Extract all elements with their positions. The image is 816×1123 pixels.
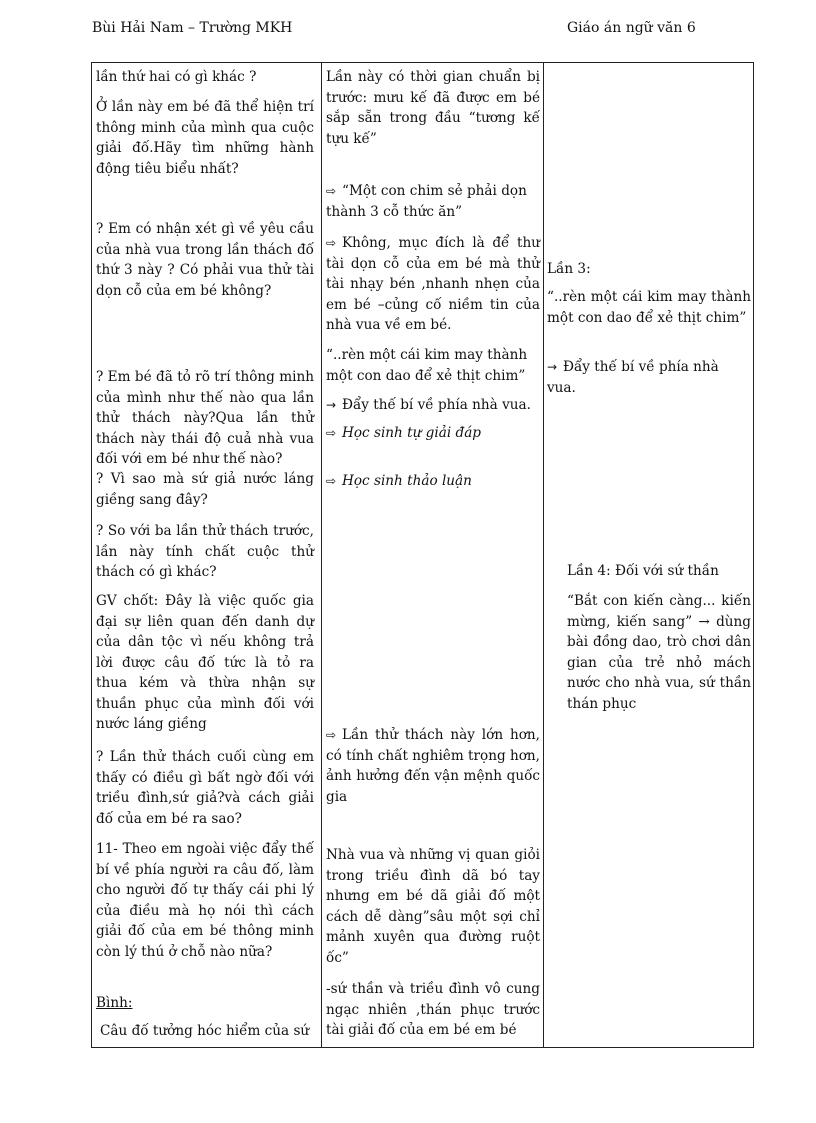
answer-nha-vua: Nhà vua và những vị quan giỏi trong triều đình dã bó tay nhưng em bé dã giải đố một cách dễ dàng”sâu một sợi chỉ mảnh xuyên qua đường ruột ốc” [326, 847, 540, 966]
answer-tu-giai: ⇨ Học sinh tự giải đáp [326, 423, 481, 444]
question-lan-hai: lần thứ hai có gì khác ? [96, 69, 257, 85]
question-yeu-cau: ? Em có nhận xét gì về yêu cầu của nhà vua trong lần thách đố thứ 3 này ? Có phải vua thử tài dọn cỗ của em bé không? [96, 221, 314, 299]
lan3-quote: “..rèn một cái kim may thành một con dao để xẻ thịt chim” [547, 289, 751, 326]
lan3-label: Lần 3: [547, 261, 591, 277]
lan4-text: “Bắt con kiến càng... kiến mừng, kiến sang” → dùng bài đồng dao, trò chơi dân gian của trẻ nhỏ mách nước cho nhà vua, sứ thần thán phục [567, 593, 751, 712]
answer-khong: ⇨ Không, mục đích là để thư tài dọn cỗ của em bé mà thử tài nhạy bén ,nhanh nhẹn của em bé –củng cố niềm tin của nhà vua về em bé. [326, 235, 540, 333]
question-su-gia: ? Vì sao mà sứ giả nước láng giềng sang đây? [96, 471, 314, 508]
hollow-arrow-icon: ⇨ [326, 728, 337, 742]
question-thong-minh: Ở lần này em bé đã thể hiện trí thông minh của mình qua cuộc giải đố.Hãy tìm những hành động tiêu biểu nhất? [96, 99, 314, 177]
answer-thao-luan: ⇨ Học sinh thảo luận [326, 471, 472, 492]
column-answers [326, 63, 540, 1047]
answer-su-than: -sứ thần và triều đình vô cung ngạc nhiên ,thán phục trước tài giải đố của em bé em bé [326, 981, 540, 1038]
hollow-arrow-icon: ⇨ [326, 236, 337, 250]
question-cuoi: ? Lần thử thách cuối cùng em thấy có điều gì bất ngờ đối với triều đình,sứ giả?và cách giải đố của em bé ra sao? [96, 749, 314, 827]
binh-label: Bình: [96, 995, 133, 1011]
answer-lon-hon: ⇨ Lần thử thách này lớn hơn, có tính chất nghiêm trọng hơn, ảnh hưởng đến vận mệnh quốc gia [326, 727, 540, 805]
column-divider-1 [321, 63, 322, 1047]
hollow-arrow-icon: ⇨ [326, 474, 337, 488]
answer-ren-kim: “..rèn một cái kim may thành một con dao để xẻ thịt chim” [326, 347, 528, 384]
solid-arrow-icon: → [326, 398, 337, 412]
hollow-arrow-icon: ⇨ [326, 184, 337, 198]
column-questions [96, 63, 314, 1047]
column-notes [547, 63, 751, 1047]
column-divider-2 [543, 63, 544, 1047]
answer-day-the: → Đẩy thế bí về phía nhà vua. [326, 395, 531, 416]
teacher-conclusion: GV chốt: Đây là việc quốc gia đại sự liên quan đến danh dự của dân tộc vì nếu không trả lời được câu đố tức là tỏ ra thua kém và thừa nhận sự thuần phục của mình đối với nước láng giềng [96, 593, 314, 732]
hollow-arrow-icon: ⇨ [326, 426, 337, 440]
header-left: Bùi Hải Nam – Trường MKH [92, 20, 293, 36]
question-so-voi: ? So với ba lần thử thách trước, lần này tính chất cuộc thử thách có gì khác? [96, 523, 314, 580]
answer-lan-nay: Lần này có thời gian chuẩn bị trước: mưu kế đã được em bé sắp sẵn trong đầu “tương kế tựu kế” [326, 69, 540, 147]
answer-con-chim: ⇨ “Một con chim sẻ phải dọn thành 3 cỗ thức ăn” [326, 183, 527, 220]
binh-text: Câu đố tưởng hóc hiểm của sứ [100, 1023, 310, 1039]
lan4-label: Lần 4: Đối với sứ thần [567, 563, 719, 579]
solid-arrow-icon: → [547, 360, 558, 374]
question-11: 11- Theo em ngoài việc đẩy thế bí về phía người ra câu đố, làm cho người đố tự thấy cái phi lý của điều mà họ nói thì cách giải đố của em bé thông minh còn lý thú ở chỗ nào nữa? [96, 841, 314, 960]
header-right: Giáo án ngữ văn 6 [567, 20, 696, 36]
question-to-ro: ? Em bé đã tỏ rõ trí thông minh của mình như thế nào qua lần thử thách này?Qua lần thử thách này thái độ cuả nhà vua đối với em bé như thế nào? [96, 369, 314, 467]
lan3-day-the: → Đẩy thế bí về phía nhà vua. [547, 359, 719, 396]
lesson-table [91, 62, 754, 1048]
